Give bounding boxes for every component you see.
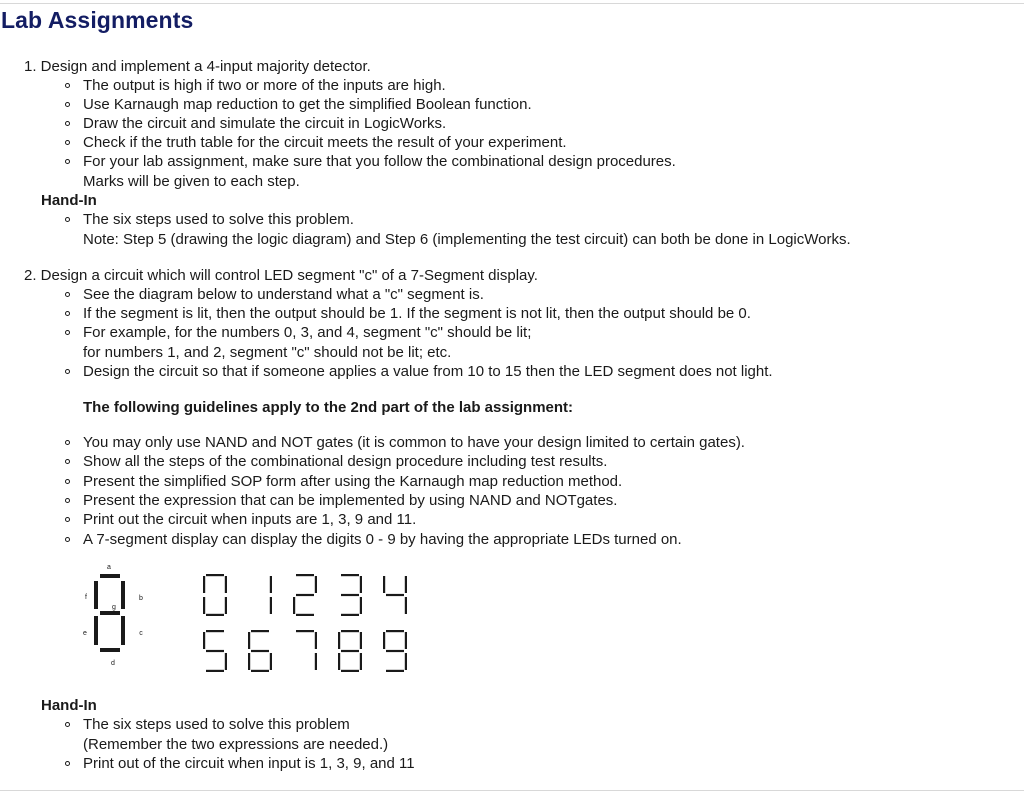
- segment-label-a: a: [107, 564, 111, 571]
- segment-c: [121, 616, 125, 645]
- digit-0-segment-b: [225, 576, 227, 593]
- q2-handin-label: Hand-In: [41, 697, 97, 714]
- digit-0-segment-c: [225, 597, 227, 614]
- digit-9-segment-c: [405, 653, 407, 670]
- bullet-marker: [65, 517, 70, 522]
- digit-5-segment-a: [206, 630, 224, 632]
- digit-2-segment-d: [296, 614, 314, 616]
- page-title: Lab Assignments: [1, 7, 194, 33]
- q2-handin-bullet-2: Print out of the circuit when input is 1, 3, 9, and 11: [83, 755, 415, 772]
- digit-3-segment-b: [360, 576, 362, 593]
- digit-1: [270, 576, 272, 614]
- digit-3-segment-g: [341, 594, 359, 596]
- q2-bullet-3-continued: for numbers 1, and 2, segment "c" should not be lit; etc.: [83, 344, 452, 361]
- q1-bullet-3: Draw the circuit and simulate the circuit in LogicWorks.: [83, 115, 447, 132]
- q1-handin-label: Hand-In: [41, 192, 97, 209]
- bullet-marker: [65, 330, 70, 335]
- digit-2: [293, 574, 317, 616]
- digit-7-segment-a: [296, 630, 314, 632]
- digit-8-segment-b: [360, 632, 362, 649]
- digit-4-segment-b: [405, 576, 407, 593]
- segment-b: [121, 581, 125, 609]
- digit-2-segment-g: [296, 594, 314, 596]
- digit-4-segment-g: [386, 594, 404, 596]
- segment-label-e: e: [83, 630, 87, 637]
- bullet-marker: [65, 722, 70, 727]
- digit-9-segment-a: [386, 630, 404, 632]
- digit-9-segment-b: [405, 632, 407, 649]
- q2-bullet-4: Design the circuit so that if someone applies a value from 10 to 15 then the LED segment does not light.: [83, 363, 773, 380]
- digit-9: [383, 630, 407, 672]
- q1-handin-bullet: The six steps used to solve this problem.: [83, 211, 354, 228]
- bullet-marker: [65, 102, 70, 107]
- bullet-marker: [65, 121, 70, 126]
- q1-handin-note: Note: Step 5 (drawing the logic diagram) and Step 6 (implementing the test circuit) can both be done in LogicWorks.: [83, 231, 851, 248]
- digit-8-segment-c: [360, 653, 362, 670]
- digit-3-segment-c: [360, 597, 362, 614]
- digit-4-segment-f: [383, 576, 385, 593]
- q2-guideline-1: You may only use NAND and NOT gates (it is common to have your design limited to certain gates).: [83, 434, 745, 451]
- digit-2-segment-b: [315, 576, 317, 593]
- digit-4: [383, 576, 407, 614]
- digit-7-segment-c: [315, 653, 317, 670]
- segment-label-d: d: [111, 660, 115, 667]
- q2-guideline-2: Show all the steps of the combinational design procedure including test results.: [83, 453, 608, 470]
- bullet-marker: [65, 217, 70, 222]
- digit-3-segment-a: [341, 574, 359, 576]
- digit-8-segment-g: [341, 650, 359, 652]
- q2-guideline-4: Present the expression that can be implemented by using NAND and NOTgates.: [83, 492, 618, 509]
- digit-8: [338, 630, 362, 672]
- seven-segment-diagram: [80, 562, 160, 674]
- digit-8-segment-a: [341, 630, 359, 632]
- digit-2-segment-a: [296, 574, 314, 576]
- segment-a: [100, 574, 120, 578]
- q2-handin-bullet-1: The six steps used to solve this problem: [83, 716, 350, 733]
- digit-9-segment-f: [383, 632, 385, 649]
- q2-guideline-3: Present the simplified SOP form after using the Karnaugh map reduction method.: [83, 473, 623, 490]
- q2-heading: 2. Design a circuit which will control LED segment "c" of a 7-Segment display.: [24, 267, 538, 284]
- bullet-marker: [65, 140, 70, 145]
- top-divider: [0, 3, 1024, 4]
- digit-3-segment-d: [341, 614, 359, 616]
- digit-6-segment-g: [251, 650, 269, 652]
- bullet-marker: [65, 479, 70, 484]
- bullet-marker: [65, 159, 70, 164]
- bullet-marker: [65, 292, 70, 297]
- q2-handin-bullet-1-continued: (Remember the two expressions are needed.): [83, 736, 389, 753]
- digit-6-segment-f: [248, 632, 250, 649]
- digit-5-segment-g: [206, 650, 224, 652]
- bottom-divider: [0, 790, 1024, 791]
- q2-bullet-3: For example, for the numbers 0, 3, and 4, segment "c" should be lit;: [83, 324, 532, 341]
- digit-0-segment-d: [206, 614, 224, 616]
- digit-5: [203, 630, 227, 672]
- bullet-marker: [65, 761, 70, 766]
- digit-6: [248, 630, 272, 672]
- digit-0-segment-a: [206, 574, 224, 576]
- digit-7: [296, 630, 317, 670]
- segment-f: [94, 581, 98, 609]
- q1-heading: 1. Design and implement a 4-input majority detector.: [24, 58, 371, 75]
- digit-5-segment-f: [203, 632, 205, 649]
- q1-bullet-2: Use Karnaugh map reduction to get the simplified Boolean function.: [83, 96, 532, 113]
- digit-5-segment-c: [225, 653, 227, 670]
- digit-8-segment-e: [338, 653, 340, 670]
- digit-8-segment-d: [341, 670, 359, 672]
- q2-bullet-2: If the segment is lit, then the output should be 1. If the segment is not lit, then the output should be 0.: [83, 305, 751, 322]
- digit-6-segment-e: [248, 653, 250, 670]
- q1-bullet-4: Check if the truth table for the circuit meets the result of your experiment.: [83, 134, 567, 151]
- segment-g: [100, 611, 120, 615]
- digit-0: [203, 574, 227, 616]
- digit-4-segment-c: [405, 597, 407, 614]
- digit-6-segment-d: [251, 670, 269, 672]
- digit-5-segment-d: [206, 670, 224, 672]
- q2-guidelines-heading: The following guidelines apply to the 2nd part of the lab assignment:: [83, 399, 574, 416]
- q1-bullet-1: The output is high if two or more of the inputs are high.: [83, 77, 446, 94]
- bullet-marker: [65, 83, 70, 88]
- segment-label-g: g: [112, 604, 116, 611]
- digit-2-segment-e: [293, 597, 295, 614]
- segment-e: [94, 616, 98, 645]
- bullet-marker: [65, 498, 70, 503]
- digit-1-segment-b: [270, 576, 272, 593]
- digit-1-segment-c: [270, 597, 272, 614]
- digit-0-segment-f: [203, 576, 205, 593]
- segment-d: [100, 648, 120, 652]
- bullet-marker: [65, 311, 70, 316]
- bullet-marker: [65, 440, 70, 445]
- seven-segment-digits: [195, 566, 425, 686]
- digit-9-segment-d: [386, 670, 404, 672]
- q1-bullet-5: For your lab assignment, make sure that you follow the combinational design procedures.: [83, 153, 676, 170]
- bullet-marker: [65, 537, 70, 542]
- digit-7-segment-b: [315, 632, 317, 649]
- digit-8-segment-f: [338, 632, 340, 649]
- segment-label-c: c: [139, 630, 143, 637]
- bullet-marker: [65, 459, 70, 464]
- q2-bullet-1: See the diagram below to understand what a "c" segment is.: [83, 286, 484, 303]
- digit-3: [341, 574, 362, 616]
- digit-6-segment-c: [270, 653, 272, 670]
- digit-0-segment-e: [203, 597, 205, 614]
- q1-bullet-5-continued: Marks will be given to each step.: [83, 173, 300, 190]
- q2-guideline-5: Print out the circuit when inputs are 1, 3, 9 and 11.: [83, 511, 417, 528]
- digit-6-segment-a: [251, 630, 269, 632]
- segment-label-f: f: [85, 594, 87, 601]
- bullet-marker: [65, 369, 70, 374]
- q2-guideline-6: A 7-segment display can display the digits 0 - 9 by having the appropriate LEDs turned on.: [83, 531, 682, 548]
- segment-label-b: b: [139, 595, 143, 602]
- digit-9-segment-g: [386, 650, 404, 652]
